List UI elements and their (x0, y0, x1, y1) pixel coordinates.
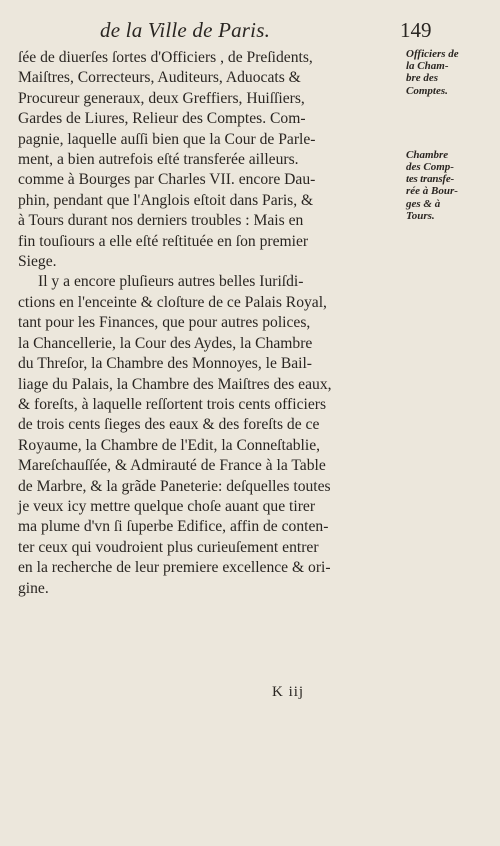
text-line: ſée de diuerſes ſortes d'Officiers , de Preſidents, (18, 49, 313, 66)
text-line: Procureur generaux, deux Greffiers, Huiſſiers, (18, 89, 305, 107)
text-line: la Chancellerie, la Cour des Aydes, la Chambre (18, 334, 313, 352)
margin-note-transfer (406, 149, 496, 222)
text-line: à Tours durant nos derniers troubles : Mais en (18, 212, 304, 230)
text-line: pagnie, laquelle auſſi bien que la Cour de Parle- (18, 130, 316, 148)
text-line: fin touſiours a elle eſté reſtituée en ſon premier (18, 232, 309, 250)
margin-note-line: bre des (406, 72, 439, 85)
margin-note-line: Chambre (406, 148, 449, 161)
text-line: tant pour les Finances, que pour autres polices, (18, 314, 311, 332)
margin-notes (406, 48, 496, 222)
running-title: de la Ville de Paris. (100, 18, 271, 42)
text-line: Royaume, la Chambre de l'Edit, la Conneſtablie, (18, 436, 321, 454)
margin-note-line: Officiers de (406, 48, 459, 60)
margin-note-comptes (406, 48, 496, 97)
page-number: 149 (400, 18, 432, 42)
text-line: ment, a bien autrefois eſté transferée ailleurs. (18, 151, 299, 169)
text-line: en la recherche de leur premiere excellence & ori- (18, 559, 331, 577)
text-line: de trois cents ſieges des eaux & des foreſts de ce (18, 416, 320, 434)
text-line: Maiſtres, Correcteurs, Auditeurs, Aduocats & (18, 69, 301, 87)
margin-note-line: la Cham- (406, 60, 449, 73)
text-line: gine. (18, 579, 49, 597)
text-line: Gardes de Liures, Relieur des Comptes. Com- (18, 110, 306, 128)
margin-note-line: rée à Bour- (406, 185, 458, 198)
margin-note-line: ges & à (406, 197, 441, 210)
text-line: ter ceux qui voudroient plus curieuſement entrer (18, 538, 319, 556)
text-line: du Threſor, la Chambre des Monnoyes, le Bail- (18, 355, 313, 373)
text-line: liage du Palais, la Chambre des Maiſtres des eaux, (18, 375, 332, 393)
text-line: Siege. (18, 253, 57, 271)
margin-note-line: tes transfe- (406, 173, 455, 186)
text-line: je veux icy mettre quelque choſe auant que tirer (18, 497, 316, 515)
text-line: comme à Bourges par Charles VII. encore Dau- (18, 171, 316, 189)
text-line: & foreſts, à laquelle reſſortent trois cents officiers (18, 395, 327, 413)
signature-mark: K iij (272, 684, 305, 700)
text-line: phin, pendant que l'Anglois eſtoit dans Paris, & (18, 191, 314, 209)
margin-note-line: Comptes. (406, 84, 448, 97)
margin-note-line: des Comp- (406, 161, 454, 174)
text-line: ctions en l'enceinte & cloſture de ce Palais Royal, (18, 293, 327, 311)
paragraph-start-line: Il y a encore pluſieurs autres belles Iuriſdi- (38, 273, 304, 291)
margin-note-line: Tours. (406, 209, 435, 222)
text-line: Mareſchauſſée, & Admirauté de France à la Table (18, 457, 326, 475)
main-text (18, 48, 400, 599)
text-line: ma plume d'vn ſi ſuperbe Edifice, affin de conten- (18, 518, 329, 536)
text-line: de Marbre, & la grãde Paneterie: deſquelles toutes (18, 477, 331, 495)
margin-gap (406, 97, 496, 149)
running-header (0, 18, 500, 48)
